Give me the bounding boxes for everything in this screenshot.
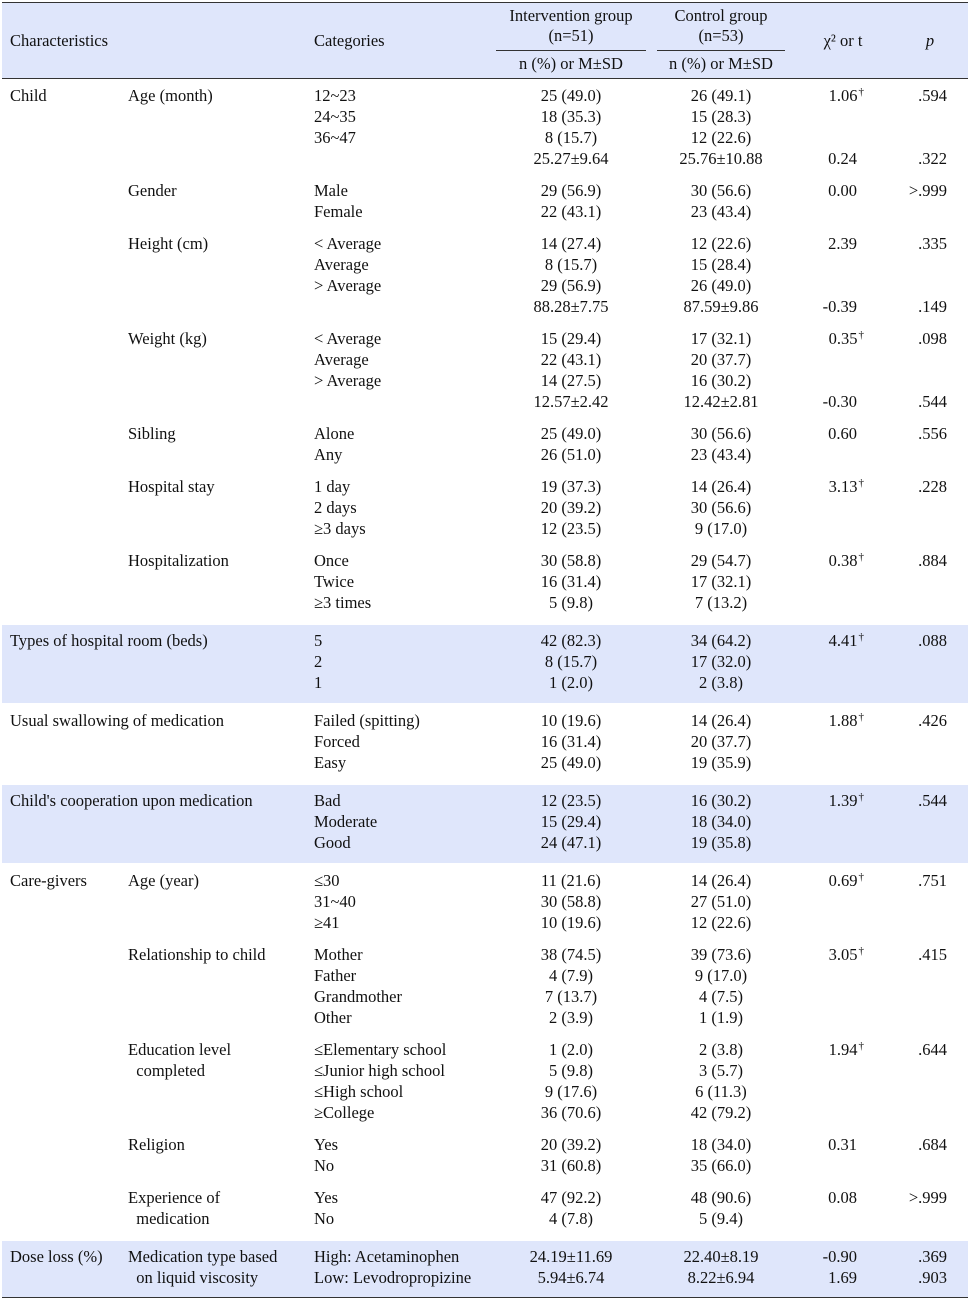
category-cell: < Average — [314, 329, 382, 348]
category-cell: Female — [314, 202, 363, 221]
intervention-group-rule — [496, 50, 646, 51]
control-value: 39 (73.6) — [690, 945, 752, 964]
intervention-value: 20 (39.2) — [540, 498, 602, 517]
category-cell: > Average — [314, 276, 382, 295]
table-top-rule — [2, 2, 968, 3]
control-value: 14 (26.4) — [690, 871, 752, 890]
category-cell: Father — [314, 966, 357, 985]
intervention-value: 12.57±2.42 — [533, 392, 609, 411]
dagger-footnote-mark: † — [858, 551, 864, 563]
statistic-value: 1.39† — [828, 791, 864, 810]
p-value: .098 — [918, 329, 947, 348]
category-cell: Male — [314, 181, 348, 200]
control-group-rule — [657, 50, 785, 51]
control-value: 87.59±9.86 — [683, 297, 759, 316]
control-value: 9 (17.0) — [694, 519, 748, 538]
category-cell: Average — [314, 255, 369, 274]
statistic-value: 1.69 — [828, 1268, 857, 1287]
statistic-value: 1.06† — [828, 86, 864, 105]
control-value: 15 (28.3) — [690, 107, 752, 126]
control-value: 30 (56.6) — [690, 181, 752, 200]
header-control-n: (n=53) — [698, 26, 744, 45]
category-cell: Good — [314, 833, 351, 852]
intervention-value: 15 (29.4) — [540, 329, 602, 348]
control-value: 22.40±8.19 — [683, 1247, 759, 1266]
header-p-value: p — [925, 31, 935, 50]
intervention-value: 10 (19.6) — [540, 913, 602, 932]
category-cell: 1 day — [314, 477, 351, 496]
dagger-footnote-mark: † — [858, 711, 864, 723]
p-value: .088 — [918, 631, 947, 650]
statistic-value: 0.24 — [828, 149, 857, 168]
intervention-value: 2 (3.9) — [549, 1008, 593, 1027]
subgroup-label: Hospitalization — [128, 551, 229, 570]
intervention-value: 88.28±7.75 — [533, 297, 609, 316]
subgroup-label: Medication type based on liquid viscosity — [128, 1247, 278, 1287]
statistic-value: 0.31 — [828, 1135, 857, 1154]
p-value: .684 — [918, 1135, 947, 1154]
control-value: 30 (56.6) — [690, 498, 752, 517]
category-cell: High: Acetaminophen — [314, 1247, 460, 1266]
statistic-value: 0.35† — [828, 329, 864, 348]
control-value: 3 (5.7) — [699, 1061, 743, 1080]
control-value: 18 (34.0) — [690, 1135, 752, 1154]
subgroup-label: Experience of medication — [128, 1188, 221, 1228]
p-value: .594 — [918, 86, 947, 105]
category-cell: ≥3 times — [314, 593, 372, 612]
statistic-value: 4.41† — [828, 631, 864, 650]
intervention-value: 30 (58.8) — [540, 892, 602, 911]
subgroup-label: Sibling — [128, 424, 176, 443]
subheader-control: n (%) or M±SD — [669, 54, 773, 73]
dagger-footnote-mark: † — [858, 871, 864, 883]
p-value: .228 — [918, 477, 947, 496]
intervention-value: 8 (15.7) — [544, 652, 598, 671]
header-characteristics: Characteristics — [10, 31, 109, 50]
intervention-value: 25 (49.0) — [540, 424, 602, 443]
control-value: 19 (35.8) — [690, 833, 752, 852]
control-value: 16 (30.2) — [690, 791, 752, 810]
intervention-value: 5 (9.8) — [549, 1061, 593, 1080]
category-cell: No — [314, 1209, 335, 1228]
control-value: 48 (90.6) — [690, 1188, 752, 1207]
statistic-value: 0.69† — [828, 871, 864, 890]
subgroup-label: Hospital stay — [128, 477, 215, 496]
intervention-value: 24.19±11.69 — [529, 1247, 613, 1266]
group-label: Types of hospital room (beds) — [10, 631, 208, 650]
control-value: 12 (22.6) — [690, 913, 752, 932]
category-cell: 36~47 — [314, 128, 356, 147]
intervention-value: 10 (19.6) — [540, 711, 602, 730]
category-cell: Mother — [314, 945, 363, 964]
control-value: 35 (66.0) — [690, 1156, 752, 1175]
control-value: 20 (37.7) — [690, 732, 752, 751]
statistic-value: 2.39 — [828, 234, 857, 253]
intervention-value: 26 (51.0) — [540, 445, 602, 464]
category-cell: 12~23 — [314, 86, 356, 105]
category-cell: Other — [314, 1008, 352, 1027]
dagger-footnote-mark: † — [858, 791, 864, 803]
intervention-value: 8 (15.7) — [544, 255, 598, 274]
intervention-value: 31 (60.8) — [540, 1156, 602, 1175]
category-cell: No — [314, 1156, 335, 1175]
dagger-footnote-mark: † — [858, 1040, 864, 1052]
p-value: .556 — [918, 424, 947, 443]
control-value: 2 (3.8) — [699, 673, 743, 692]
p-value: .322 — [918, 149, 947, 168]
category-cell: Once — [314, 551, 349, 570]
statistic-value: -0.90 — [822, 1247, 857, 1266]
dagger-footnote-mark: † — [858, 86, 864, 98]
category-cell: ≤High school — [314, 1082, 404, 1101]
subgroup-label: Relationship to child — [128, 945, 266, 964]
subgroup-label: Education level completed — [128, 1040, 232, 1080]
intervention-value: 16 (31.4) — [540, 572, 602, 591]
intervention-value: 11 (21.6) — [541, 871, 601, 890]
category-cell: Yes — [314, 1135, 339, 1154]
intervention-value: 18 (35.3) — [540, 107, 602, 126]
intervention-value: 25 (49.0) — [540, 86, 602, 105]
category-cell: 31~40 — [314, 892, 356, 911]
header-control-group: Control group — [674, 6, 768, 25]
intervention-value: 16 (31.4) — [540, 732, 602, 751]
category-cell: 2 — [314, 652, 323, 671]
intervention-value: 4 (7.8) — [549, 1209, 593, 1228]
dagger-footnote-mark: † — [858, 329, 864, 341]
control-value: 12.42±2.81 — [683, 392, 759, 411]
intervention-value: 22 (43.1) — [540, 202, 602, 221]
control-value: 12 (22.6) — [690, 234, 752, 253]
header-intervention-n: (n=51) — [548, 26, 594, 45]
control-value: 7 (13.2) — [694, 593, 748, 612]
intervention-value: 8 (15.7) — [544, 128, 598, 147]
category-cell: Bad — [314, 791, 341, 810]
p-value: .544 — [918, 392, 947, 411]
control-value: 17 (32.1) — [690, 572, 752, 591]
p-value: .884 — [918, 551, 947, 570]
intervention-value: 12 (23.5) — [540, 791, 602, 810]
p-value: .335 — [918, 234, 947, 253]
intervention-value: 12 (23.5) — [540, 519, 602, 538]
subgroup-label: Height (cm) — [128, 234, 209, 253]
p-value: .903 — [918, 1268, 947, 1287]
control-value: 34 (64.2) — [690, 631, 752, 650]
category-cell: Twice — [314, 572, 355, 591]
category-cell: ≥41 — [314, 913, 340, 932]
group-label: Child — [10, 86, 47, 105]
subgroup-label: Age (year) — [128, 871, 199, 890]
statistic-value: 1.88† — [828, 711, 864, 730]
intervention-value: 29 (56.9) — [540, 181, 602, 200]
p-value: .415 — [918, 945, 947, 964]
category-cell: > Average — [314, 371, 382, 390]
p-value: .751 — [918, 871, 947, 890]
statistic-value: 0.00 — [828, 181, 857, 200]
category-cell: Grandmother — [314, 987, 402, 1006]
control-value: 16 (30.2) — [690, 371, 752, 390]
category-cell: ≥3 days — [314, 519, 366, 538]
intervention-value: 19 (37.3) — [540, 477, 602, 496]
intervention-value: 14 (27.5) — [540, 371, 602, 390]
control-value: 25.76±10.88 — [679, 149, 763, 168]
category-cell: Alone — [314, 424, 355, 443]
intervention-value: 9 (17.6) — [544, 1082, 598, 1101]
category-cell: Average — [314, 350, 369, 369]
statistic-value: 0.38† — [828, 551, 864, 570]
intervention-value: 20 (39.2) — [540, 1135, 602, 1154]
control-value: 1 (1.9) — [699, 1008, 743, 1027]
p-value: .426 — [918, 711, 947, 730]
header-statistic: χ² or t — [823, 31, 863, 50]
subheader-intervention: n (%) or M±SD — [519, 54, 623, 73]
statistic-value: 1.94† — [828, 1040, 864, 1059]
control-value: 17 (32.1) — [690, 329, 752, 348]
group-label: Usual swallowing of medication — [10, 711, 225, 730]
category-cell: Yes — [314, 1188, 339, 1207]
category-cell: 1 — [314, 673, 323, 692]
statistic-value: 3.13† — [828, 477, 864, 496]
dagger-footnote-mark: † — [858, 631, 864, 643]
category-cell: ≤Junior high school — [314, 1061, 445, 1080]
intervention-value: 38 (74.5) — [540, 945, 602, 964]
intervention-value: 29 (56.9) — [540, 276, 602, 295]
control-value: 14 (26.4) — [690, 711, 752, 730]
control-value: 4 (7.5) — [699, 987, 743, 1006]
intervention-value: 15 (29.4) — [540, 812, 602, 831]
p-value: .644 — [918, 1040, 947, 1059]
subgroup-label: Weight (kg) — [128, 329, 207, 348]
category-cell: Any — [314, 445, 343, 464]
control-value: 5 (9.4) — [699, 1209, 743, 1228]
header-intervention-group: Intervention group — [509, 6, 633, 25]
subgroup-label: Gender — [128, 181, 177, 200]
dagger-footnote-mark: † — [858, 945, 864, 957]
category-cell: ≤Elementary school — [314, 1040, 447, 1059]
control-value: 6 (11.3) — [695, 1082, 747, 1101]
category-cell: 5 — [314, 631, 323, 650]
control-value: 17 (32.0) — [690, 652, 752, 671]
category-cell: 2 days — [314, 498, 357, 517]
intervention-value: 42 (82.3) — [540, 631, 602, 650]
category-cell: Forced — [314, 732, 360, 751]
p-value: >.999 — [908, 1188, 947, 1207]
statistic-value: -0.30 — [822, 392, 857, 411]
header-bottom-rule — [2, 78, 968, 79]
control-value: 12 (22.6) — [690, 128, 752, 147]
p-value: .544 — [918, 791, 947, 810]
control-value: 19 (35.9) — [690, 753, 752, 772]
control-value: 30 (56.6) — [690, 424, 752, 443]
group-label: Care-givers — [10, 871, 87, 890]
intervention-value: 1 (2.0) — [549, 1040, 593, 1059]
category-cell: ≤30 — [314, 871, 340, 890]
control-value: 23 (43.4) — [690, 202, 752, 221]
statistic-value: -0.39 — [822, 297, 857, 316]
control-value: 2 (3.8) — [699, 1040, 743, 1059]
p-value: .149 — [918, 297, 947, 316]
control-value: 42 (79.2) — [690, 1103, 752, 1122]
intervention-value: 5 (9.8) — [549, 593, 593, 612]
intervention-value: 47 (92.2) — [540, 1188, 602, 1207]
intervention-value: 36 (70.6) — [540, 1103, 602, 1122]
category-cell: ≥College — [314, 1103, 375, 1122]
intervention-value: 5.94±6.74 — [537, 1268, 605, 1287]
category-cell: Easy — [314, 753, 347, 772]
subgroup-label: Age (month) — [128, 86, 213, 105]
control-value: 26 (49.0) — [690, 276, 752, 295]
intervention-value: 25 (49.0) — [540, 753, 602, 772]
p-value: .369 — [918, 1247, 947, 1266]
intervention-value: 7 (13.7) — [544, 987, 598, 1006]
control-value: 29 (54.7) — [690, 551, 752, 570]
subgroup-label: Religion — [128, 1135, 185, 1154]
category-cell: < Average — [314, 234, 382, 253]
header-categories: Categories — [314, 31, 385, 50]
control-value: 18 (34.0) — [690, 812, 752, 831]
category-cell: Moderate — [314, 812, 378, 831]
control-value: 26 (49.1) — [690, 86, 752, 105]
control-value: 8.22±6.94 — [687, 1268, 755, 1287]
intervention-value: 22 (43.1) — [540, 350, 602, 369]
category-cell: 24~35 — [314, 107, 356, 126]
control-value: 14 (26.4) — [690, 477, 752, 496]
control-value: 27 (51.0) — [690, 892, 752, 911]
intervention-value: 1 (2.0) — [549, 673, 593, 692]
category-cell: Low: Levodropropizine — [314, 1268, 472, 1287]
group-label: Dose loss (%) — [10, 1247, 103, 1266]
intervention-value: 24 (47.1) — [540, 833, 602, 852]
control-value: 9 (17.0) — [694, 966, 748, 985]
intervention-value: 25.27±9.64 — [533, 149, 609, 168]
statistic-value: 3.05† — [828, 945, 864, 964]
group-label: Child's cooperation upon medication — [10, 791, 253, 810]
statistic-value: 0.60 — [828, 424, 857, 443]
intervention-value: 4 (7.9) — [549, 966, 593, 985]
statistic-value: 0.08 — [828, 1188, 857, 1207]
dagger-footnote-mark: † — [858, 477, 864, 489]
control-value: 23 (43.4) — [690, 445, 752, 464]
control-value: 15 (28.4) — [690, 255, 752, 274]
intervention-value: 14 (27.4) — [540, 234, 602, 253]
p-value: >.999 — [908, 181, 947, 200]
intervention-value: 30 (58.8) — [540, 551, 602, 570]
control-value: 20 (37.7) — [690, 350, 752, 369]
category-cell: Failed (spitting) — [314, 711, 420, 730]
